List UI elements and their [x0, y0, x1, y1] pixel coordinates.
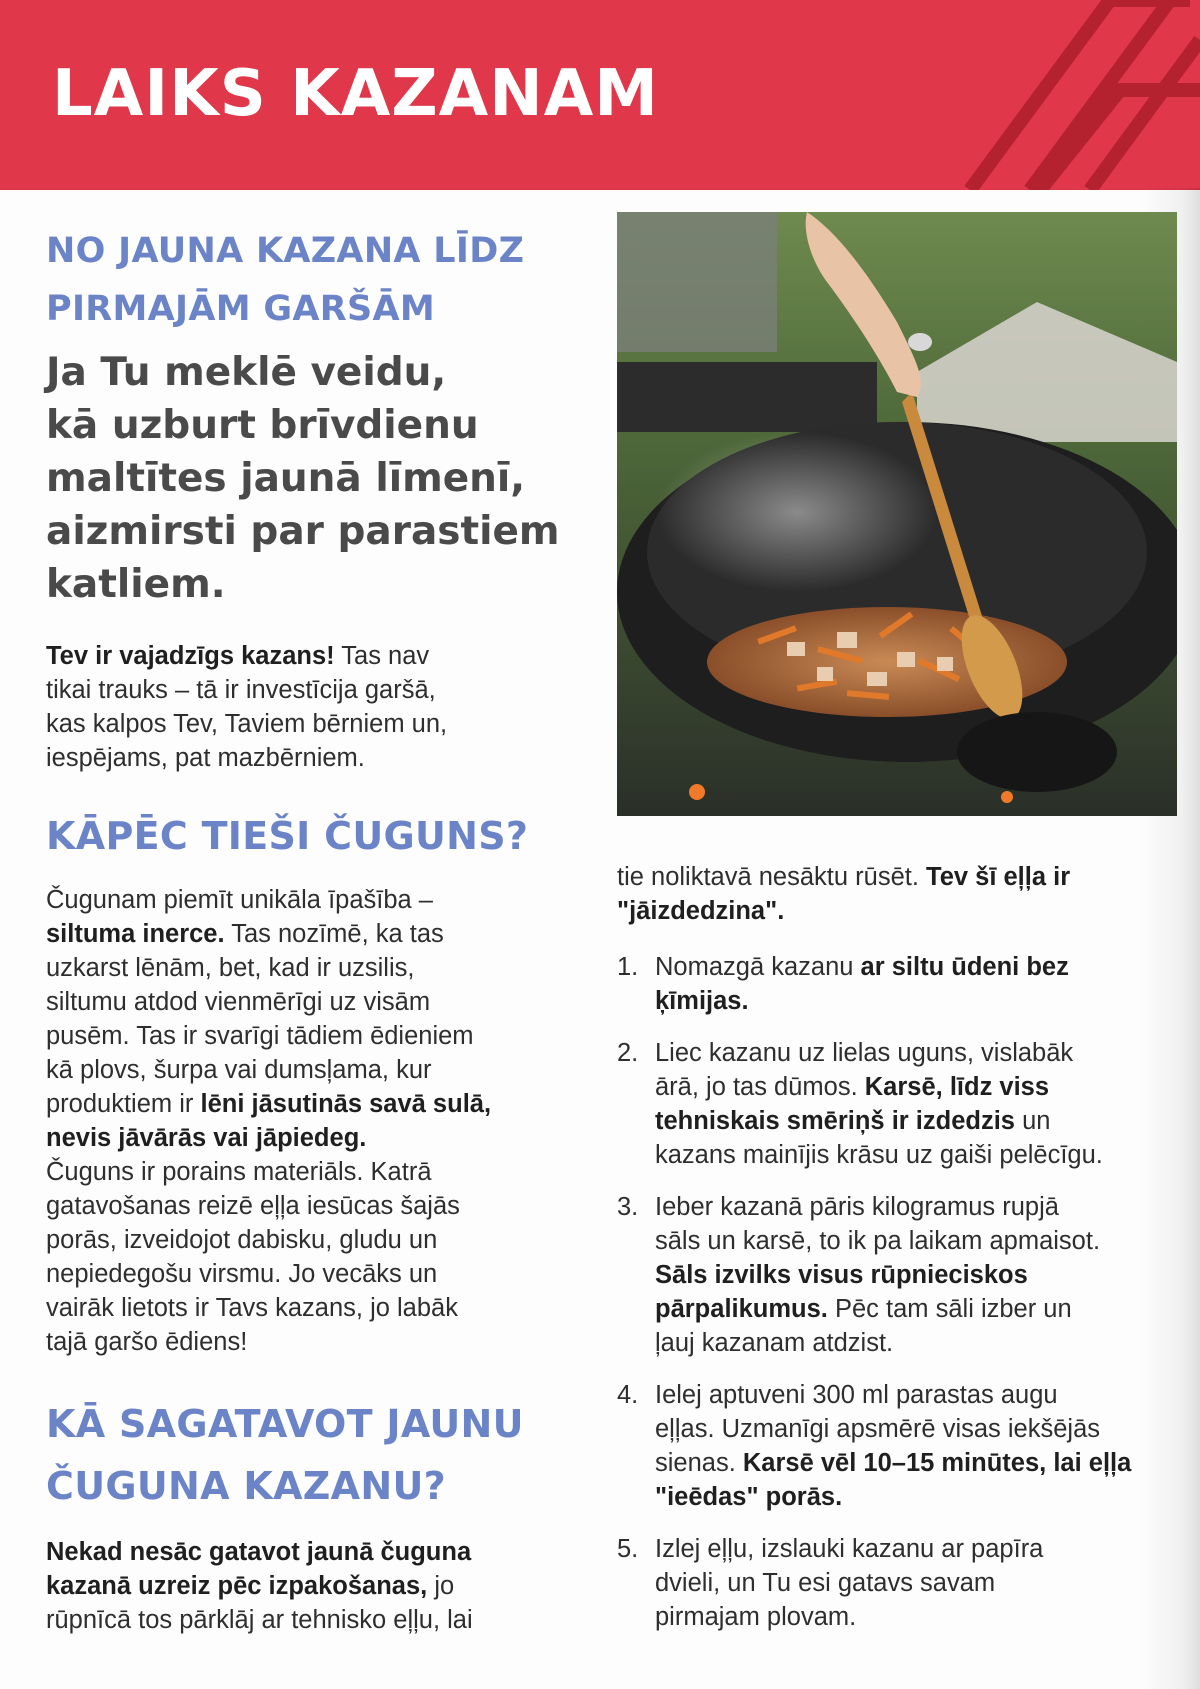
- text-line: kazans mainījis krāsu uz gaiši pelēcīgu.: [655, 1141, 1103, 1169]
- text-line: iespējams, pat mazbērniem.: [46, 744, 365, 772]
- lead-line: Ja Tu meklē veidu,: [46, 350, 447, 395]
- why-paragraph: [46, 883, 566, 1359]
- text-line: Izlej eļļu, izslauki kazanu ar papīra: [655, 1535, 1044, 1563]
- step-number: 4.: [617, 1381, 639, 1409]
- text-line: ļauj kazanam atdzist.: [655, 1329, 894, 1357]
- right-column: [617, 212, 1177, 1652]
- bold-text: Nekad nesāc gatavot jaunā čuguna: [46, 1538, 472, 1566]
- text-line: rūpnīcā tos pārklāj ar tehnisko eļļu, lai: [46, 1606, 473, 1634]
- intro-heading: [46, 222, 566, 338]
- bold-text: lēni jāsutinās savā sulā,: [200, 1090, 492, 1118]
- lead-line: katliem.: [46, 562, 226, 607]
- page-header: [0, 0, 1200, 190]
- photo-illustration: [617, 212, 1177, 816]
- bold-text: siltuma inerce.: [46, 920, 225, 948]
- intro-heading-line: NO JAUNA KAZANA LĪDZ: [46, 231, 525, 271]
- lead-line: aizmirsti par parastiem: [46, 509, 560, 554]
- continued-paragraph: [617, 860, 1177, 928]
- bold-text: ķīmijas.: [655, 987, 749, 1015]
- lead-line: maltītes jaunā līmenī,: [46, 456, 526, 501]
- step-number: 1.: [617, 953, 639, 981]
- intro-heading-line: PIRMAJĀM GARŠĀM: [46, 289, 436, 329]
- step-item: [617, 1378, 1177, 1514]
- preparation-steps-list: [617, 950, 1177, 1634]
- bold-text: pārpalikumus.: [655, 1295, 828, 1323]
- text-line: Čugunam piemīt unikāla īpašība –: [46, 886, 433, 914]
- text-line: Ieber kazanā pāris kilogramus rupjā: [655, 1193, 1059, 1221]
- lead-line: kā uzburt brīvdienu: [46, 403, 479, 448]
- text-line: porās, izveidojot dabisku, gludu un: [46, 1226, 438, 1254]
- intro-paragraph: [46, 639, 566, 775]
- step-number: 3.: [617, 1193, 639, 1221]
- text-span: produktiem ir: [46, 1090, 201, 1118]
- text-span: Pēc tam sāli izber un: [827, 1295, 1072, 1323]
- text-line: kas kalpos Tev, Taviem bērniem un,: [46, 710, 448, 738]
- bold-text: tehniskais smēriņš ir izdedzis: [655, 1107, 1015, 1135]
- bold-text: "ieēdas" porās.: [655, 1483, 843, 1511]
- text-line: eļļas. Uzmanīgi apsmērē visas iekšējās: [655, 1415, 1101, 1443]
- brand-chevron-icon: [960, 0, 1200, 190]
- bold-text: Sāls izvilks visus rūpnieciskos: [655, 1261, 1028, 1289]
- text-span: ārā, jo tas dūmos.: [655, 1073, 865, 1101]
- text-span: jo: [427, 1572, 455, 1600]
- prepare-paragraph: [46, 1535, 566, 1637]
- text-line: pusēm. Tas ir svarīgi tādiem ēdieniem: [46, 1022, 474, 1050]
- prepare-heading-line: KĀ SAGATAVOT JAUNU: [46, 1402, 524, 1446]
- text-line: nepiedegošu virsmu. Jo vecāks un: [46, 1260, 438, 1288]
- lead-paragraph: [46, 346, 566, 611]
- bold-text: Karsē, līdz viss: [864, 1073, 1050, 1101]
- text-line: sāls un karsē, to ik pa laikam apmaisot.: [655, 1227, 1101, 1255]
- text-span: Tas nav: [334, 642, 430, 670]
- prepare-heading-line: ČUGUNA KAZANU?: [46, 1464, 446, 1508]
- text-line: Ielej aptuveni 300 ml parastas augu: [655, 1381, 1058, 1409]
- text-line: siltumu atdod vienmērīgi uz visām: [46, 988, 431, 1016]
- text-line: uzkarst lēnām, bet, kad ir uzsilis,: [46, 954, 415, 982]
- text-span: Nomazgā kazanu: [655, 953, 861, 981]
- text-line: dvieli, un Tu esi gatavs savam: [655, 1569, 996, 1597]
- text-line: pirmajam plovam.: [655, 1603, 857, 1631]
- bold-text: Karsē vēl 10–15 minūtes, lai eļļa: [742, 1449, 1132, 1477]
- text-line: gatavošanas reizē eļļa iesūcas šajās: [46, 1192, 460, 1220]
- text-span: un: [1014, 1107, 1051, 1135]
- step-item: [617, 950, 1177, 1018]
- bold-text: Tev ir vajadzīgs kazans!: [46, 642, 335, 670]
- text-line: vairāk lietots ir Tavs kazans, jo labāk: [46, 1294, 458, 1322]
- bold-text: ar siltu ūdeni bez: [860, 953, 1069, 981]
- text-span: tie noliktavā nesāktu rūsēt.: [617, 863, 927, 891]
- bold-text: Tev šī eļļa ir: [926, 863, 1071, 891]
- text-span: Tas nozīmē, ka tas: [224, 920, 444, 948]
- text-line: tikai trauks – tā ir investīcija garšā,: [46, 676, 436, 704]
- step-item: [617, 1036, 1177, 1172]
- prepare-heading: [46, 1393, 566, 1517]
- why-heading: KĀPĒC TIEŠI ČUGUNS?: [46, 814, 529, 858]
- bold-text: "jāizdedzina".: [617, 897, 785, 925]
- bold-text: kazanā uzreiz pēc izpakošanas,: [46, 1572, 428, 1600]
- text-line: kā plovs, šurpa vai dumsļama, kur: [46, 1056, 432, 1084]
- step-item: [617, 1532, 1177, 1634]
- step-number: 5.: [617, 1535, 639, 1563]
- left-column: [46, 222, 566, 1637]
- text-line: Liec kazanu uz lielas uguns, vislabāk: [655, 1039, 1074, 1067]
- kazan-cooking-photo: [617, 212, 1177, 816]
- text-line: Čuguns ir porains materiāls. Katrā: [46, 1158, 432, 1186]
- step-number: 2.: [617, 1039, 639, 1067]
- bold-text: nevis jāvārās vai jāpiedeg.: [46, 1124, 367, 1152]
- page-title: LAIKS KAZANAM: [52, 57, 659, 131]
- step-item: [617, 1190, 1177, 1360]
- text-line: tajā garšo ēdiens!: [46, 1328, 248, 1356]
- text-span: sienas.: [655, 1449, 743, 1477]
